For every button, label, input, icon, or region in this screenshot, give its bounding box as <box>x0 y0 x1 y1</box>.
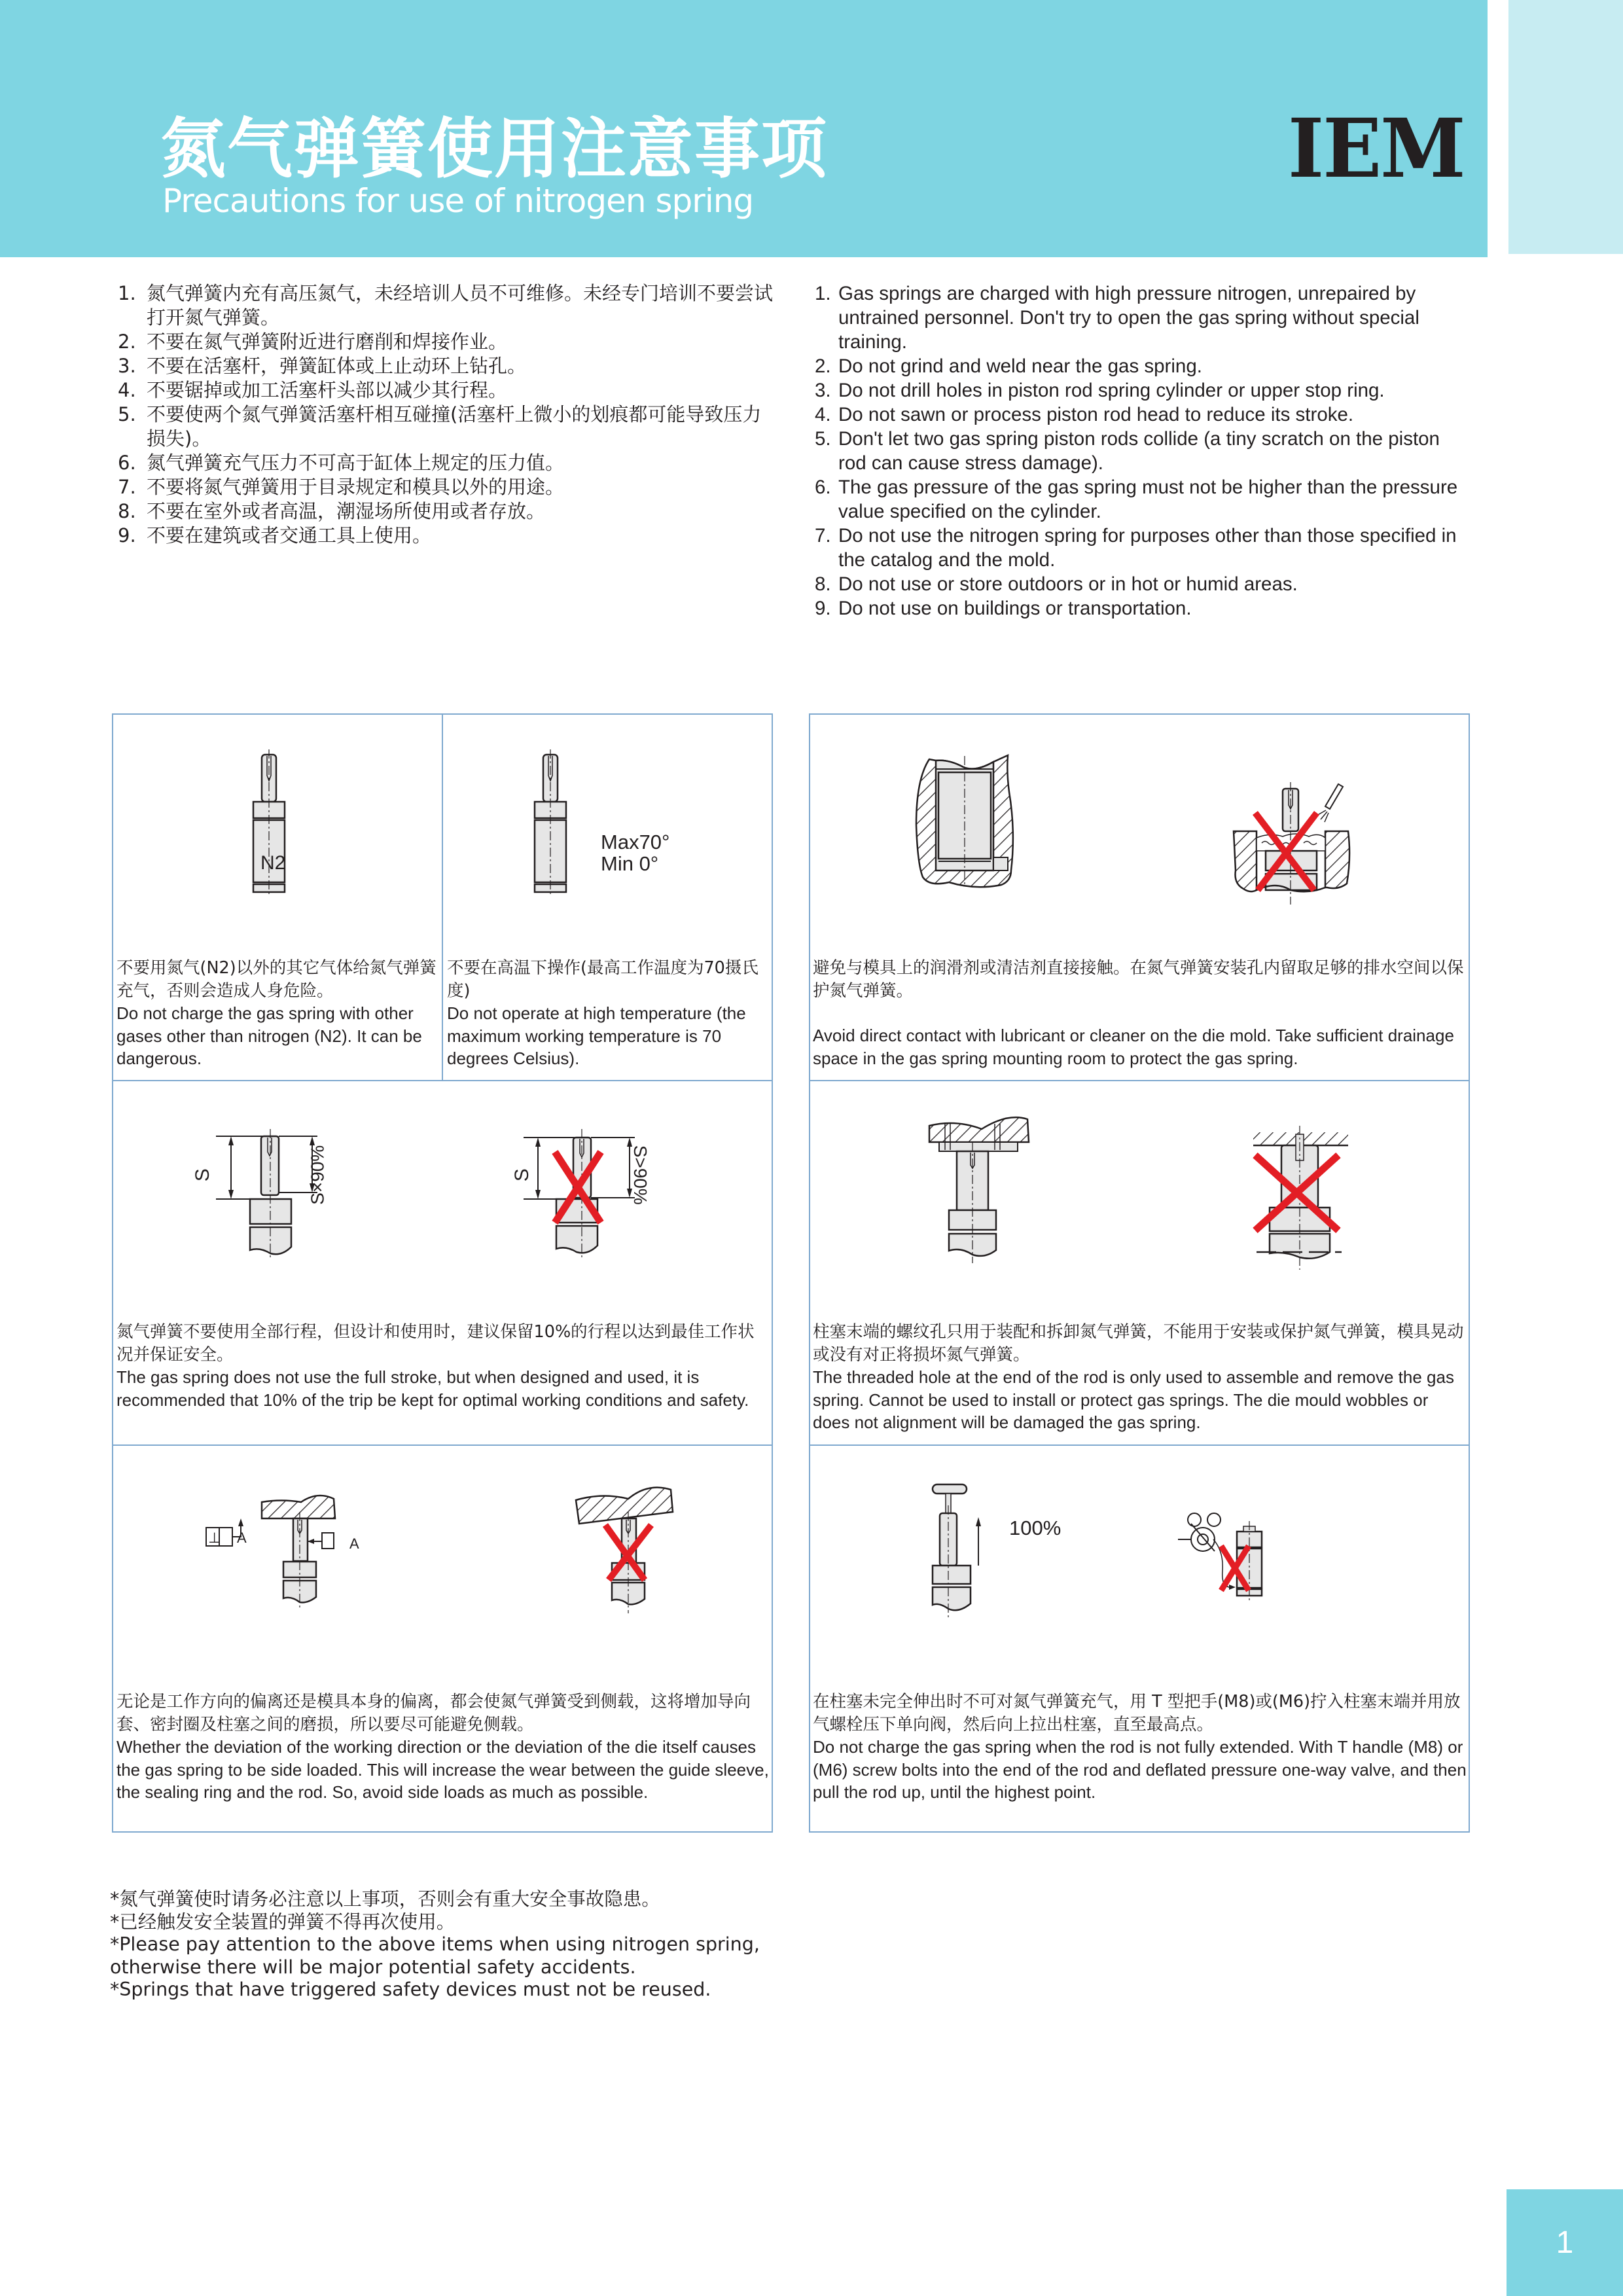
page-title-cn: 氮气弹簧使用注意事项 <box>160 111 828 187</box>
caption-n2-gas: 不要用氮气(N2)以外的其它气体给氮气弹簧充气，否则会造成人身危险。 Do not charge the gas spring with other gases other than nitrogen (N2). It can be dangerous. <box>116 958 437 1068</box>
page-number: 1 <box>1507 2189 1623 2296</box>
caption-lubricant: 避免与模具上的润滑剂或清洁剂直接接触。在氮气弹簧安装孔内留取足够的排水空间以保护氮气弹簧。 Avoid direct contact with lubricant or cleaner on the die mold. Take sufficient drainage space in the gas spring mounting room to protect the gas spring. <box>813 958 1464 1068</box>
list-item: 9. 不要在建筑或者交通工具上使用。 <box>118 524 432 547</box>
list-item: 1. 氮气弹簧内充有高压氮气，未经培训人员不可维修。未经专门培训不要尝试打开氮气弹簧。 <box>118 282 774 329</box>
divider <box>112 1080 773 1081</box>
figure-label-100-percent: 100% <box>1009 1516 1061 1539</box>
side-load-incorrect-figure <box>563 1486 694 1623</box>
stroke-incorrect-figure <box>524 1126 681 1263</box>
list-item: 7. 不要将氮气弹簧用于目录规定和模具以外的用途。 <box>118 476 565 498</box>
list-item: 6. The gas pressure of the gas spring must not be higher than the pressure value specified on the cylinder. <box>815 476 1458 522</box>
caption-temperature: 不要在高温下操作(最高工作温度为70摄氏度) Do not operate at high temperature (the maximum working temperature is 70 degrees Celsius). <box>447 958 758 1068</box>
caption-side-load: 无论是工作方向的偏离还是模具本身的偏离，都会使氮气弹簧受到侧载，这将增加导向套、密封圈及柱塞之间的磨损，所以要尽可能避免侧载。 Whether the deviation of the working direction or the deviation of the die itself causes the gas spring to be side loaded. This will increase the wear between the guide sleeve, the sealing ring and the rod. So, avoid side loads as much as possible. <box>116 1692 769 1802</box>
figure-label-min-temp: Min 0° <box>601 852 659 875</box>
threaded-hole-incorrect-figure <box>1243 1122 1374 1273</box>
note-line: *氮气弹簧使时请务必注意以上事项，否则会有重大安全事故隐患。 <box>110 1888 660 1910</box>
gauge-charging-incorrect-figure <box>1178 1512 1322 1610</box>
note-line: *已经触发安全装置的弹簧不得再次使用。 <box>110 1910 455 1933</box>
list-item: 5. Don't let two gas spring piston rods collide (a tiny scratch on the piston rod can cause stress damage). <box>815 428 1440 474</box>
divider <box>809 1444 1470 1446</box>
note-line: otherwise there will be major potential safety accidents. <box>110 1956 636 1978</box>
header-side-band <box>1508 0 1623 254</box>
figure-label-stroke-s-bad: S <box>510 1168 533 1182</box>
divider <box>112 1444 773 1446</box>
brand-logo: IEM <box>1288 100 1465 196</box>
caption-charging: 在柱塞未完全伸出时不可对氮气弹簧充气，用 T 型把手(M8)或(M6)拧入柱塞末端并用放气螺栓压下单向阀，然后向上拉出柱塞，直至最高点。 Do not charge the gas spring when the rod is not fully extended. With T handle (M8) or (M6) screw bolts into the end of the rod and deflated pressure one-way valve, and then pull the rod up, until the highest point. <box>813 1692 1467 1802</box>
mounting-hole-incorrect-figure <box>1230 759 1368 910</box>
figure-label-stroke-bad: S>90% <box>630 1145 651 1205</box>
list-item: 1. Gas springs are charged with high pressure nitrogen, unrepaired by untrained personnel. Don't try to open the gas spring without special training. <box>815 283 1419 353</box>
caption-stroke: 氮气弹簧不要使用全部行程，但设计和使用时，建议保留10%的行程以达到最佳工作状况并保证安全。 The gas spring does not use the full stroke, but when designed and used, it is recommended that 10% of the trip be kept for optimal working conditions and safety. <box>116 1322 755 1410</box>
figure-label-datum-a: A <box>237 1530 247 1546</box>
figure-label-datum-a-2: A <box>349 1535 359 1552</box>
list-item: 9. Do not use on buildings or transportation. <box>815 598 1192 619</box>
note-line: *Please pay attention to the above items when using nitrogen spring, <box>110 1933 760 1955</box>
list-item: 7. Do not use the nitrogen spring for purposes other than those specified in the catalog and the mold. <box>815 525 1457 571</box>
figure-label-stroke-s: S <box>191 1168 213 1182</box>
panel-group-right <box>809 713 1470 1833</box>
page-title-en: Precautions for use of nitrogen spring <box>162 182 754 220</box>
caption-threaded-hole: 柱塞末端的螺纹孔只用于装配和拆卸氮气弹簧，不能用于安装或保护氮气弹簧，模具晃动或没有对正将损坏氮气弹簧。 The threaded hole at the end of the rod is only used to assemble and remove the gas spring. Cannot be used to install or protect gas springs. The die mould wobbles or does not alignment will be damaged the gas spring. <box>813 1322 1464 1432</box>
list-item: 5. 不要使两个氮气弹簧活塞杆相互碰撞(活塞杆上微小的划痕都可能导致压力损失)。 <box>118 403 762 450</box>
mounting-hole-correct-figure <box>910 753 1054 903</box>
list-item: 4. Do not sawn or process piston rod head to reduce its stroke. <box>815 404 1354 425</box>
list-item: 2. 不要在氮气弹簧附近进行磨削和焊接作业。 <box>118 331 508 353</box>
safety-notes <box>110 1888 797 2001</box>
list-item: 8. Do not use or store outdoors or in hot or humid areas. <box>815 573 1298 595</box>
divider <box>442 713 443 1080</box>
list-item: 3. 不要在活塞杆，弹簧缸体或上止动环上钻孔。 <box>118 355 527 377</box>
figure-label-n2: N2 <box>260 852 286 874</box>
side-load-correct-figure <box>203 1492 347 1623</box>
figure-label-max-temp: Max70° <box>601 831 670 853</box>
figure-label-perpendicular: ⊥ <box>208 1530 221 1546</box>
threaded-hole-correct-figure <box>916 1116 1060 1266</box>
list-item: 6. 氮气弹簧充气压力不可高于缸体上规定的压力值。 <box>118 452 565 474</box>
gas-spring-temperature-figure <box>524 749 602 900</box>
gas-spring-n2-figure <box>242 749 321 900</box>
list-item: 3. Do not drill holes in piston rod spring cylinder or upper stop ring. <box>815 380 1385 401</box>
t-handle-charging-figure <box>929 1479 1060 1636</box>
precautions-list-en <box>815 281 1469 620</box>
list-item: 8. 不要在室外或者高温，潮湿场所使用或者存放。 <box>118 500 546 522</box>
precautions-list-cn <box>118 281 779 548</box>
list-item: 4. 不要锯掉或加工活塞杆头部以减少其行程。 <box>118 379 508 401</box>
list-item: 2. Do not grind and weld near the gas spring. <box>815 355 1202 377</box>
figure-label-stroke-ok: S×90% <box>307 1145 328 1205</box>
divider <box>809 1080 1470 1081</box>
note-line: *Springs that have triggered safety devices must not be reused. <box>110 1979 711 2000</box>
stroke-correct-figure <box>200 1126 357 1263</box>
